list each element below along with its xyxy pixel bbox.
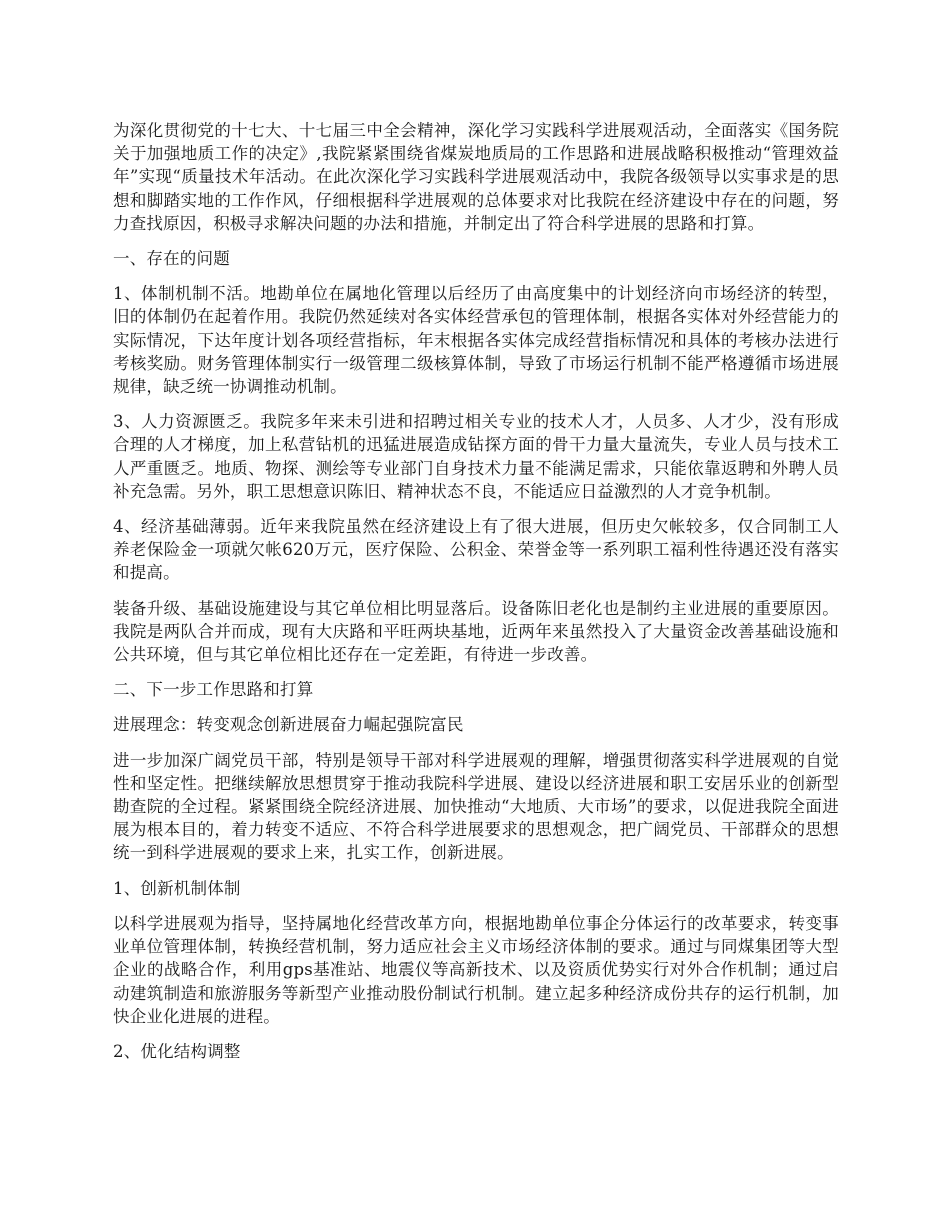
problem-1-paragraph: 1、体制机制不活。地勘单位在属地化管理以后经历了由高度集中的计划经济向市场经济的转型，旧的体制仍在起着作用。我院仍然延续对各实体经营承包的管理体制，根据各实体对外经营能力的实际情况，下达年度计划各项经营指标，年末根据各实体完成经营指标情况和具体的考核办法进行考核奖励。财务管理体制实行一级管理二级核算体制，导致了市场运行机制不能严格遵循市场进展规律，缺乏统一协调推动机制。 — [113, 284, 839, 397]
subheading-innovate-mechanism: 1、创新机制体制 — [113, 878, 241, 898]
problem-4-paragraph: 4、经济基础薄弱。近年来我院虽然在经济建设上有了很大进展，但历史欠帐较多，仅合同制工人养老保险金一项就欠帐620万元，医疗保险、公积金、荣誉金等一系列职工福利性待遇还没有落实和提高。 — [113, 517, 839, 583]
equipment-paragraph: 装备升级、基础设施建设与其它单位相比明显落后。设备陈旧老化也是制约主业进展的重要原因。我院是两队合并而成，现有大庆路和平旺两块基地，近两年来虽然投入了大量资金改善基础设施和公共环境，但与其它单位相比还存在一定差距，有待进一步改善。 — [113, 598, 839, 665]
innovate-mechanism-paragraph: 以科学进展观为指导，坚持属地化经营改革方向，根据地勘单位事企分体运行的改革要求，转变事业单位管理体制，转换经营机制，努力适应社会主义市场经济体制的要求。通过与同煤集团等大型企业的战略合作，利用gps基准站、地震仪等高新技术、以及资质优势实行对外合作机制；通过启动建筑制造和旅游服务等新型产业推动股份制试行机制。建立起多种经济成份共存的运行机制，加快企业化进展的进程。 — [113, 913, 839, 1026]
subheading-optimize-structure: 2、优化结构调整 — [113, 1041, 241, 1061]
deepen-understanding-paragraph: 进一步加深广阔党员干部，特别是领导干部对科学进展观的理解，增强贯彻落实科学进展观的自觉性和坚定性。把继续解放思想贯穿于推动我院科学进展、建设以经济进展和职工安居乐业的创新型勘查院的全过程。紧紧围绕全院经济进展、加快推动“大地质、大市场”的要求，以促进我院全面进展为根本目的，着力转变不适应、不符合科学进展要求的思想观念，把广阔党员、干部群众的思想统一到科学进展观的要求上来，扎实工作，创新进展。 — [113, 750, 839, 863]
section-heading-problems: 一、存在的问题 — [113, 249, 230, 269]
intro-paragraph: 为深化贯彻党的十七大、十七届三中全会精神，深化学习实践科学进展观活动，全面落实《国务院关于加强地质工作的决定》,我院紧紧围绕省煤炭地质局的工作思路和进展战略积极推动“管理效益年”实现“质量技术年活动。在此次深化学习实践科学进展观活动中，我院各级领导以实事求是的思想和脚踏实地的工作作风，仔细根据科学进展观的总体要求对比我院在经济建设中存在的问题，努力查找原因，积极寻求解决问题的办法和措施，并制定出了符合科学进展的思路和打算。 — [113, 121, 839, 233]
development-concept: 进展理念：转变观念创新进展奋力崛起强院富民 — [113, 715, 464, 735]
problem-3-paragraph: 3、人力资源匮乏。我院多年来未引进和招聘过相关专业的技术人才，人员多、人才少，没有形成合理的人才梯度，加上私营钻机的迅猛进展造成钻探方面的骨干力量大量流失，专业人员与技术工人严重匮乏。地质、物探、测绘等专业部门自身技术力量不能满足需求，只能依靠返聘和外聘人员补充急需。另外，职工思想意识陈旧、精神状态不良，不能适应日益激烈的人才竞争机制。 — [113, 412, 839, 501]
section-heading-next-steps: 二、下一步工作思路和打算 — [113, 680, 314, 700]
document-body — [113, 119, 839, 1075]
